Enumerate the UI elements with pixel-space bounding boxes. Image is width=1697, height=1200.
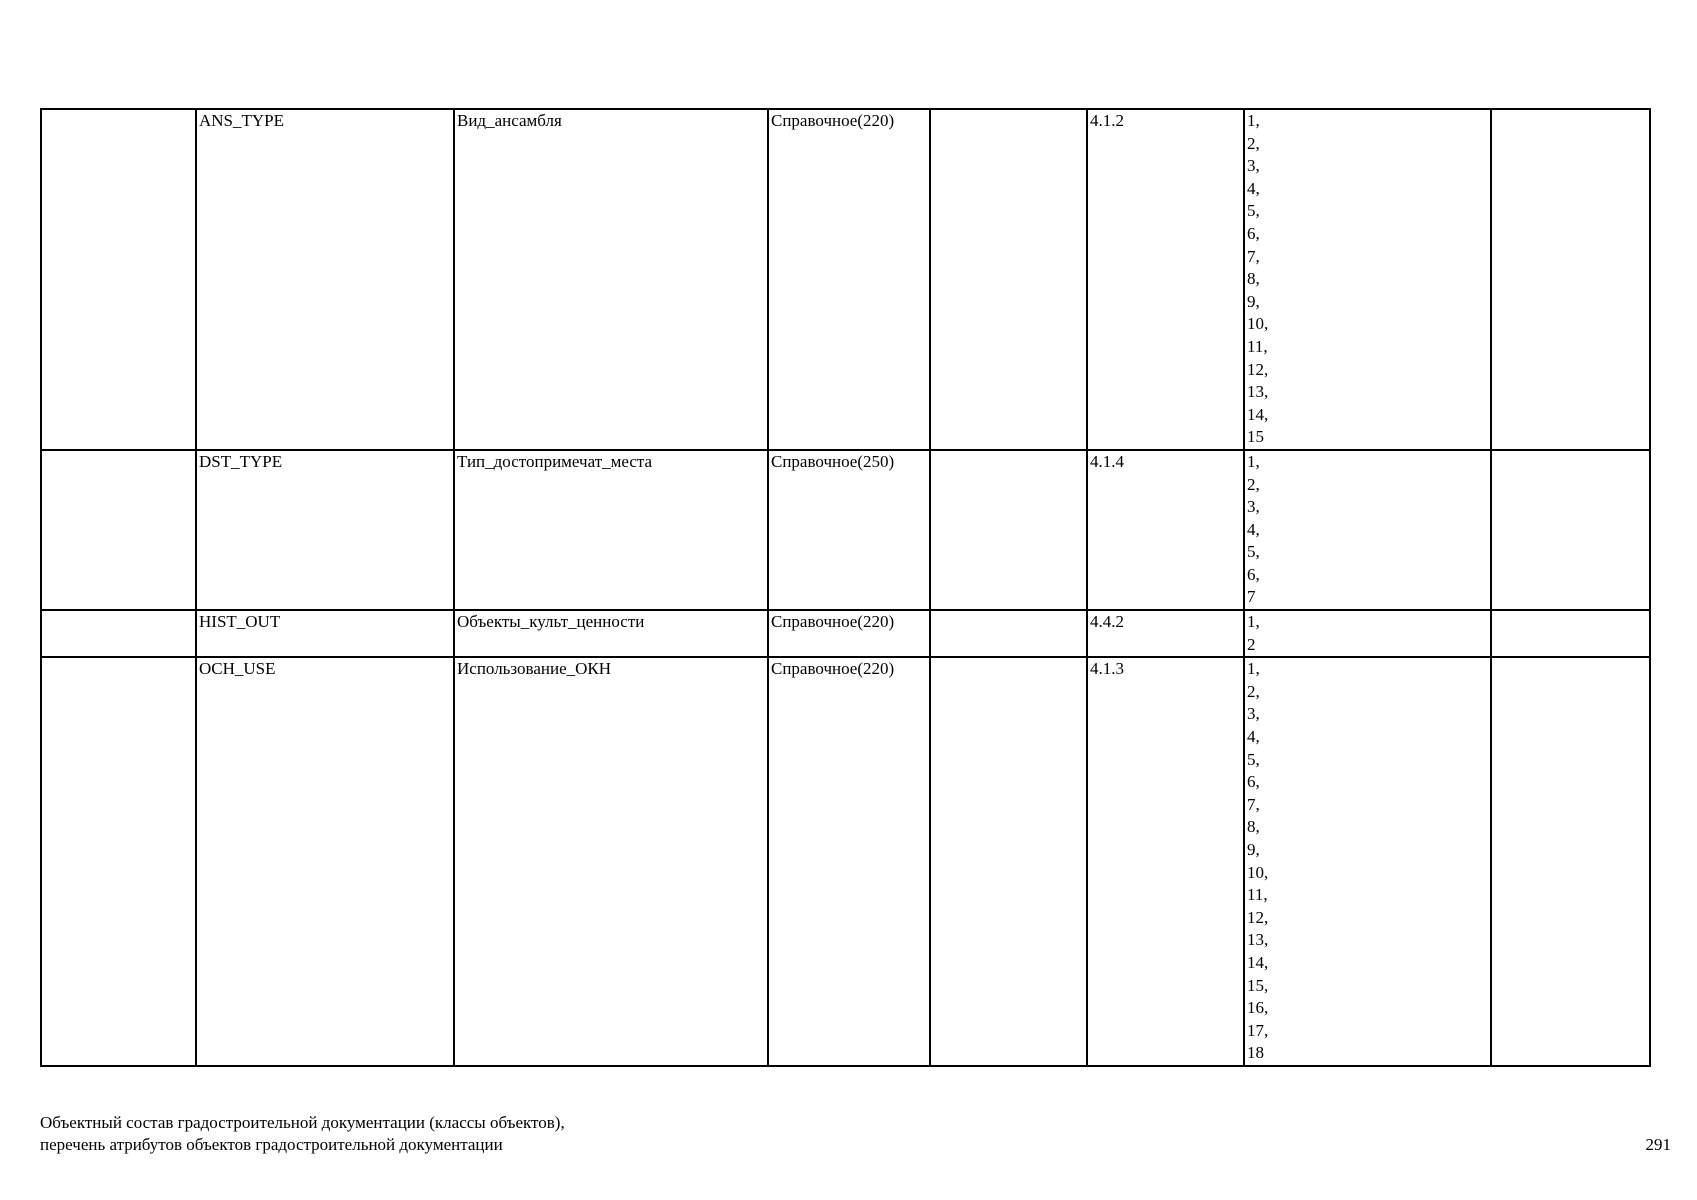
attribute-name: Вид_ансамбля	[454, 109, 768, 450]
page-number: 291	[1645, 1135, 1671, 1154]
attribute-code: ANS_TYPE	[196, 109, 454, 450]
empty-cell	[930, 657, 1087, 1066]
section-ref: 4.1.3	[1087, 657, 1244, 1066]
section-ref: 4.1.4	[1087, 450, 1244, 610]
attributes-table	[40, 108, 1651, 1067]
attribute-name: Тип_достопримечат_места	[454, 450, 768, 610]
section-ref: 4.4.2	[1087, 610, 1244, 657]
attribute-code: OCH_USE	[196, 657, 454, 1066]
attribute-type: Справочное(250)	[768, 450, 930, 610]
table-row	[41, 450, 1650, 610]
empty-cell	[1491, 657, 1650, 1066]
table-row	[41, 109, 1650, 450]
value-list: 1, 2, 3, 4, 5, 6, 7, 8, 9, 10, 11, 12, 13, 14, 15	[1244, 109, 1491, 450]
attribute-code: DST_TYPE	[196, 450, 454, 610]
attribute-type: Справочное(220)	[768, 657, 930, 1066]
empty-cell	[41, 657, 196, 1066]
empty-cell	[41, 109, 196, 450]
empty-cell	[930, 450, 1087, 610]
empty-cell	[1491, 610, 1650, 657]
empty-cell	[41, 610, 196, 657]
attribute-code: HIST_OUT	[196, 610, 454, 657]
empty-cell	[1491, 109, 1650, 450]
empty-cell	[41, 450, 196, 610]
attribute-type: Справочное(220)	[768, 109, 930, 450]
attribute-name: Объекты_культ_ценности	[454, 610, 768, 657]
footer-line-2: перечень атрибутов объектов градостроительной документации	[40, 1135, 503, 1154]
document-footer	[40, 1112, 565, 1156]
attribute-type: Справочное(220)	[768, 610, 930, 657]
empty-cell	[930, 109, 1087, 450]
value-list: 1, 2, 3, 4, 5, 6, 7	[1244, 450, 1491, 610]
table-row	[41, 610, 1650, 657]
footer-line-1: Объектный состав градостроительной документации (классы объектов),	[40, 1113, 565, 1132]
section-ref: 4.1.2	[1087, 109, 1244, 450]
empty-cell	[930, 610, 1087, 657]
table-row	[41, 657, 1650, 1066]
attribute-name: Использование_ОКН	[454, 657, 768, 1066]
value-list: 1, 2	[1244, 610, 1491, 657]
value-list: 1, 2, 3, 4, 5, 6, 7, 8, 9, 10, 11, 12, 13, 14, 15, 16, 17, 18	[1244, 657, 1491, 1066]
empty-cell	[1491, 450, 1650, 610]
